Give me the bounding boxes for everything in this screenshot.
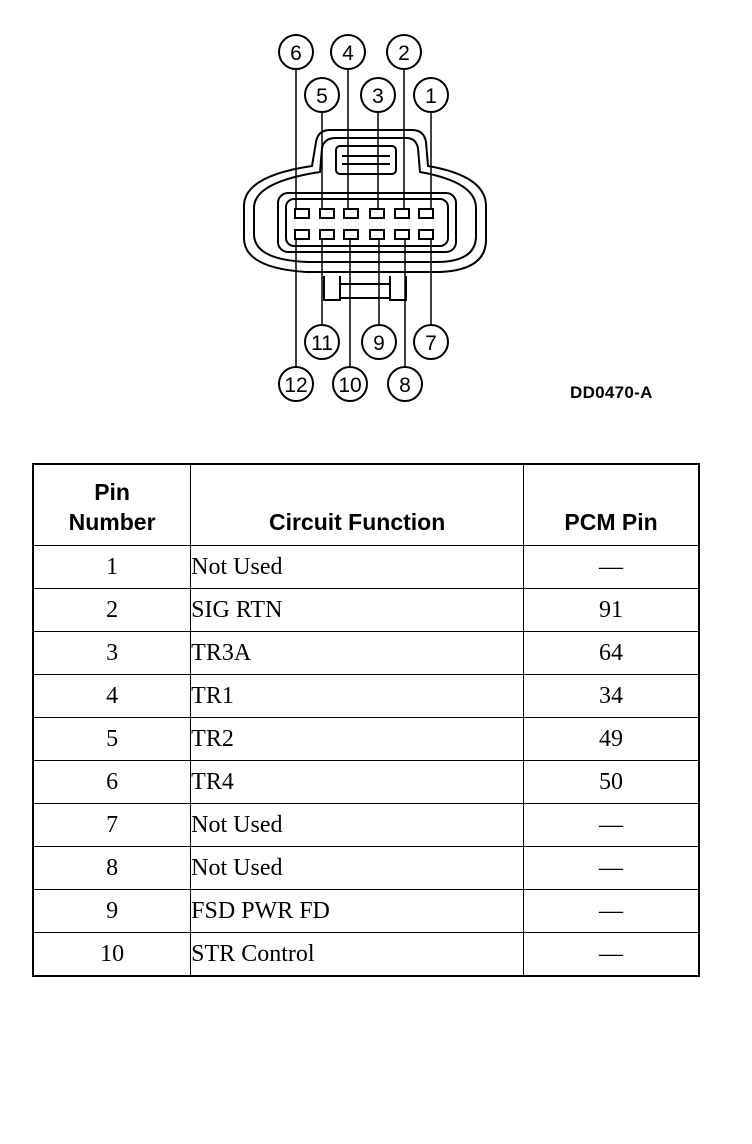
table-row xyxy=(33,589,699,632)
table-row xyxy=(33,632,699,675)
pin-number-cell: 2 xyxy=(33,589,191,632)
circuit-function-cell: TR4 xyxy=(191,761,524,804)
table-row xyxy=(33,804,699,847)
pin-label-12: 12 xyxy=(284,374,308,397)
latch-window xyxy=(336,146,396,174)
cavity-7 xyxy=(419,230,433,239)
circuit-function-cell: STR Control xyxy=(191,933,524,977)
table-row xyxy=(33,761,699,804)
cavity-6 xyxy=(295,209,309,218)
pin-label-5: 5 xyxy=(316,85,328,108)
pin-label-1: 1 xyxy=(425,85,437,108)
header-pcm-pin: PCM Pin xyxy=(524,464,699,546)
circuit-function-cell: TR3A xyxy=(191,632,524,675)
pin-number-cell: 7 xyxy=(33,804,191,847)
pcm-pin-cell: — xyxy=(524,890,699,933)
table-header-row xyxy=(33,464,699,546)
pcm-pin-cell: — xyxy=(524,804,699,847)
pin-label-4: 4 xyxy=(342,42,354,65)
pin-label-7: 7 xyxy=(425,332,437,355)
pin-label-9: 9 xyxy=(373,332,385,355)
pin-number-cell: 5 xyxy=(33,718,191,761)
circuit-function-cell: Not Used xyxy=(191,804,524,847)
header-circuit-function: Circuit Function xyxy=(191,464,524,546)
circuit-function-cell: TR2 xyxy=(191,718,524,761)
table-row xyxy=(33,718,699,761)
pin-table xyxy=(32,463,700,977)
circuit-function-cell: SIG RTN xyxy=(191,589,524,632)
pcm-pin-cell: — xyxy=(524,546,699,589)
pin-number-cell: 6 xyxy=(33,761,191,804)
cavity-1 xyxy=(419,209,433,218)
circuit-function-cell: TR1 xyxy=(191,675,524,718)
pin-number-cell: 9 xyxy=(33,890,191,933)
pin-number-cell: 10 xyxy=(33,933,191,977)
cavity-3 xyxy=(370,209,384,218)
table-row xyxy=(33,546,699,589)
key-tab-left xyxy=(324,276,340,300)
connector-diagram xyxy=(0,0,752,420)
header-pin-number: Pin Number xyxy=(33,464,191,546)
pin-number-cell: 8 xyxy=(33,847,191,890)
pin-label-8: 8 xyxy=(399,374,411,397)
pcm-pin-cell: — xyxy=(524,933,699,977)
table-row xyxy=(33,933,699,977)
pcm-pin-cell: 34 xyxy=(524,675,699,718)
circuit-function-cell: Not Used xyxy=(191,847,524,890)
pin-number-cell: 4 xyxy=(33,675,191,718)
cavity-frame xyxy=(278,193,456,252)
figure-id: DD0470-A xyxy=(570,383,653,402)
cavity-12 xyxy=(295,230,309,239)
pin-number-cell: 1 xyxy=(33,546,191,589)
key-tab-right xyxy=(390,276,406,300)
cavity-5 xyxy=(320,209,334,218)
cavity-10 xyxy=(344,230,358,239)
pcm-pin-cell: — xyxy=(524,847,699,890)
cavity-8 xyxy=(395,230,409,239)
pcm-pin-cell: 91 xyxy=(524,589,699,632)
cavity-2 xyxy=(395,209,409,218)
circuit-function-cell: Not Used xyxy=(191,546,524,589)
cavity-9 xyxy=(370,230,384,239)
pcm-pin-cell: 64 xyxy=(524,632,699,675)
table-row xyxy=(33,890,699,933)
pin-label-6: 6 xyxy=(290,42,302,65)
pcm-pin-cell: 50 xyxy=(524,761,699,804)
cavity-11 xyxy=(320,230,334,239)
key-bar xyxy=(340,284,390,298)
pin-label-11: 11 xyxy=(311,332,333,355)
pin-label-2: 2 xyxy=(398,42,410,65)
circuit-function-cell: FSD PWR FD xyxy=(191,890,524,933)
pin-label-10: 10 xyxy=(338,374,362,397)
table-row xyxy=(33,847,699,890)
pin-label-3: 3 xyxy=(372,85,384,108)
table-row xyxy=(33,675,699,718)
pin-number-cell: 3 xyxy=(33,632,191,675)
cavity-4 xyxy=(344,209,358,218)
pcm-pin-cell: 49 xyxy=(524,718,699,761)
